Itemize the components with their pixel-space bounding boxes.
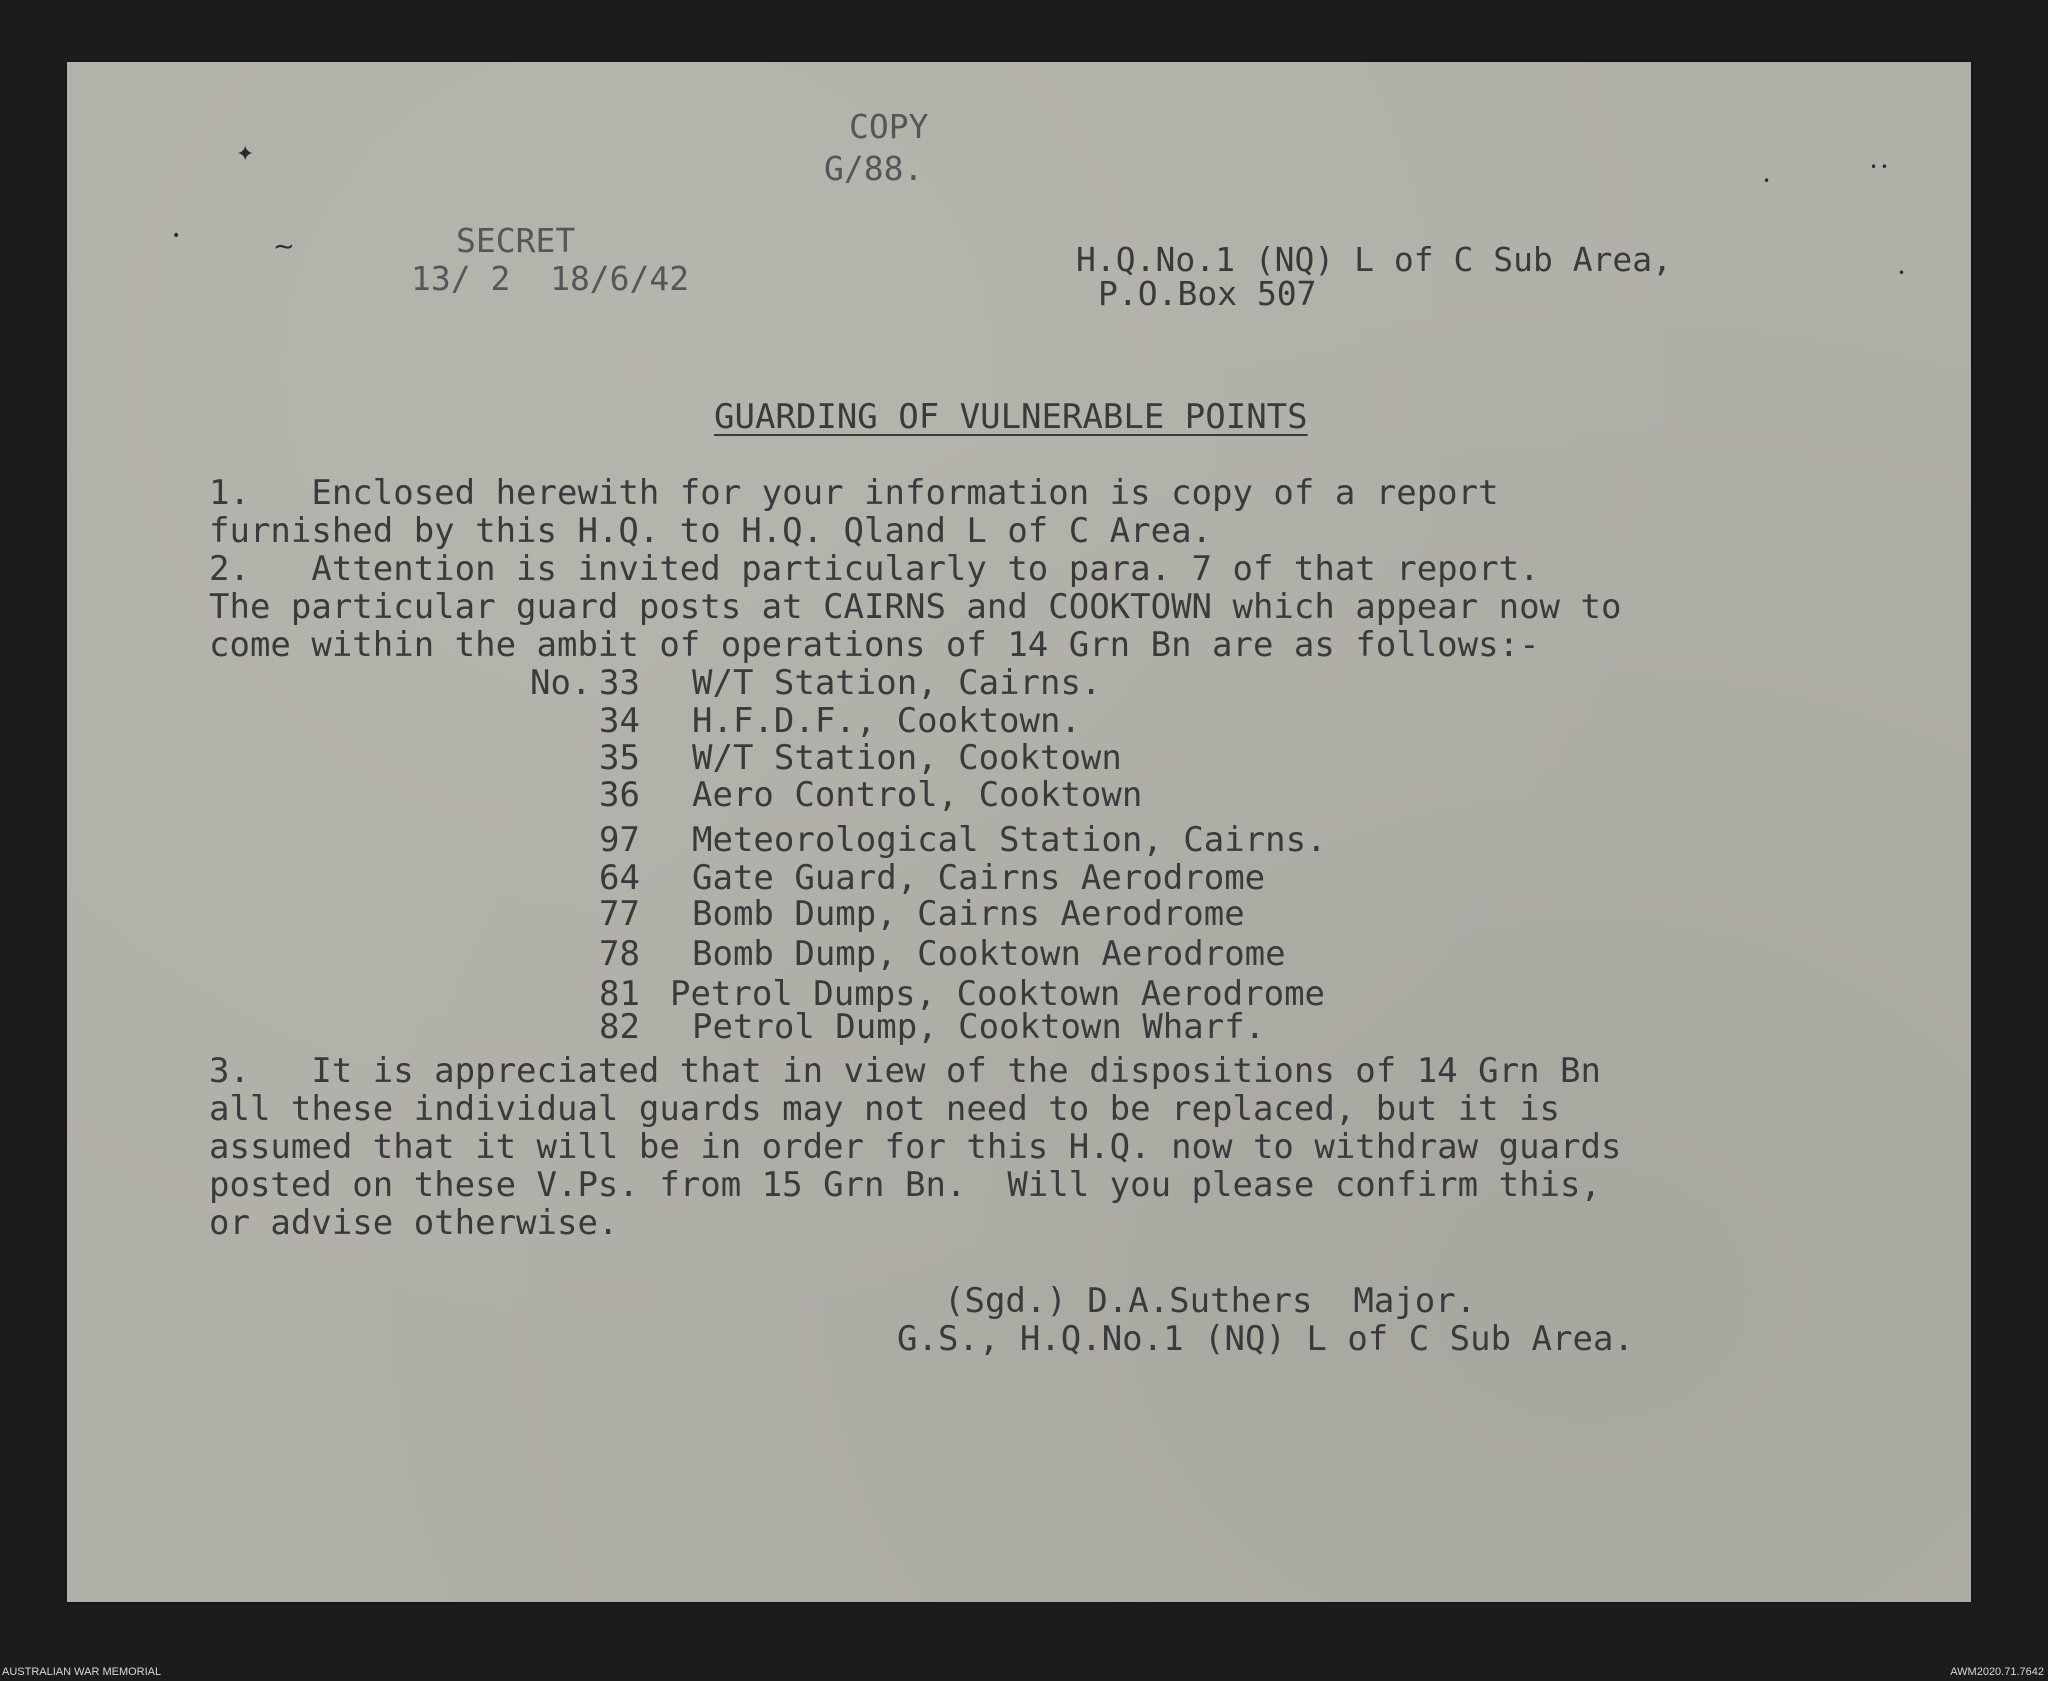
para3-line2: all these individual guards may not need to be replaced, but it is (209, 1089, 1561, 1129)
pin-hole-mark: ✦ (236, 142, 255, 167)
post-number: 35 (599, 738, 640, 778)
post-number: 77 (599, 894, 640, 934)
sender-address-line2: P.O.Box 507 (1098, 274, 1317, 313)
pin-hole-mark: ∼ (273, 232, 295, 262)
document-title: GUARDING OF VULNERABLE POINTS (714, 397, 1308, 437)
post-name: H.F.D.F., Cooktown. (692, 701, 1081, 741)
footer-accession-number: AWM2020.71.7642 (1950, 1666, 2044, 1678)
post-name: Bomb Dump, Cairns Aerodrome (692, 894, 1245, 934)
sender-address-line1: H.Q.No.1 (NQ) L of C Sub Area, (1076, 240, 1673, 279)
post-name: Petrol Dumps, Cooktown Aerodrome (670, 974, 1326, 1014)
para1-line1: 1. Enclosed herewith for your information is copy of a report (209, 473, 1499, 513)
footer-credit: AUSTRALIAN WAR MEMORIAL (2, 1666, 162, 1678)
copy-label: COPY (849, 107, 929, 146)
post-name: Gate Guard, Cairns Aerodrome (692, 858, 1266, 898)
post-number: 64 (599, 858, 640, 898)
post-name: Petrol Dump, Cooktown Wharf. (692, 1007, 1266, 1047)
post-number: 81 (599, 974, 640, 1014)
reference-date: 13/ 2 18/6/42 (411, 259, 690, 298)
post-name: Bomb Dump, Cooktown Aerodrome (692, 934, 1286, 974)
para1-line2: furnished by this H.Q. to H.Q. Qland L of C Area. (209, 511, 1213, 551)
post-number: 97 (599, 820, 640, 860)
speck-mark: • (1763, 174, 1771, 188)
post-number: 82 (599, 1007, 640, 1047)
post-number: 78 (599, 934, 640, 974)
classification-label: SECRET (456, 221, 576, 260)
speck-mark: • (172, 228, 181, 244)
post-name: Aero Control, Cooktown (692, 775, 1143, 815)
para2-line1: 2. Attention is invited particularly to para. 7 of that report. (209, 549, 1540, 589)
speck-mark: • • (1870, 160, 1888, 174)
signature-line1: (Sgd.) D.A.Suthers Major. (944, 1281, 1477, 1321)
post-number: 33 (599, 663, 640, 703)
post-name: Meteorological Station, Cairns. (692, 820, 1327, 860)
post-number: 34 (599, 701, 640, 741)
speck-mark: • (1898, 266, 1906, 280)
para3-line4: posted on these V.Ps. from 15 Grn Bn. Will you please confirm this, (209, 1165, 1601, 1205)
file-reference: G/88. (824, 149, 924, 188)
post-name: W/T Station, Cooktown (692, 738, 1122, 778)
para3-line1: 3. It is appreciated that in view of the dispositions of 14 Grn Bn (209, 1051, 1601, 1091)
para2-line3: come within the ambit of operations of 14 Grn Bn are as follows:- (209, 625, 1540, 665)
para3-line3: assumed that it will be in order for this H.Q. now to withdraw guards (209, 1127, 1622, 1167)
post-number: 36 (599, 775, 640, 815)
para2-line2: The particular guard posts at CAIRNS and COOKTOWN which appear now to (209, 587, 1622, 627)
post-name: W/T Station, Cairns. (692, 663, 1102, 703)
para3-line5: or advise otherwise. (209, 1203, 619, 1243)
posts-prefix: No. (530, 663, 592, 703)
signature-line2: G.S., H.Q.No.1 (NQ) L of C Sub Area. (897, 1319, 1634, 1359)
